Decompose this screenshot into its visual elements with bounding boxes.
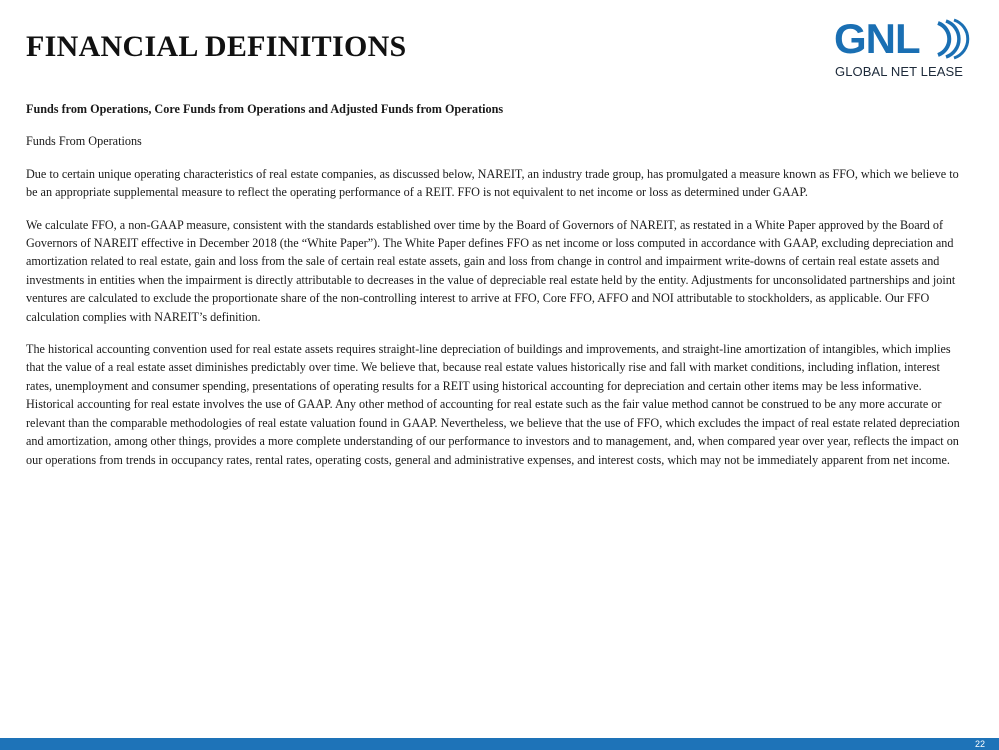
page-number: 22 — [974, 739, 985, 749]
logo-company-name: GLOBAL NET LEASE — [835, 64, 964, 79]
company-logo — [832, 15, 982, 85]
definitions-body — [26, 100, 966, 483]
page-title: FINANCIAL DEFINITIONS — [26, 30, 407, 63]
paragraph: We calculate FFO, a non-GAAP measure, consistent with the standards established over time by the Board of Governors of NAREIT, as restated in a White Paper approved by the Board of Governors of NAREIT effective in December 2018 (the “White Paper”). The White Paper defines FFO as net income or loss computed in accordance with GAAP, excluding depreciation and amortization related to real estate, gain and loss from the sale of certain real estate assets, gain and loss from change in control and impairment write-downs of certain real estate assets and investments in entities when the impairment is directly attributable to decreases in the value of depreciable real estate held by the entity. Adjustments for unconsolidated partnerships and joint ventures are calculated to exclude the proportionate share of the non-controlling interest to arrive at FFO, Core FFO, AFFO and NOI attributable to stockholders, as applicable. Our FFO calculation complies with NAREIT’s definition. — [26, 217, 956, 324]
paragraph: Due to certain unique operating characteristics of real estate companies, as discussed below, NAREIT, an industry trade group, has promulgated a measure known as FFO, which we believe to be an appropriate supplemental measure to reflect the operating performance of a REIT. FFO is not equivalent to net income or loss as determined under GAAP. — [26, 166, 959, 200]
logo-waves-icon — [932, 17, 972, 61]
subheading: Funds From Operations — [26, 134, 142, 149]
footer-bar — [0, 738, 999, 750]
paragraph: The historical accounting convention used for real estate assets requires straight-line depreciation of buildings and improvements, and straight-line amortization of intangibles, which implies that the value of a real estate asset diminishes predictably over time. We believe that, because real estate values historically rise and fall with market conditions, including inflation, interest rates, unemployment and consumer spending, presentations of operating results for a REIT using historical accounting for depreciation and certain other items may be less informative. Historical accounting for real estate involves the use of GAAP. Any other method of accounting for real estate such as the fair value method cannot be construed to be any more accurate or relevant than the comparable methodologies of real estate valuation found in GAAP. Nevertheless, we believe that the use of FFO, which excludes the impact of real estate related depreciation and amortization, among other things, provides a more complete understanding of our performance to investors and to management, and, when compared year over year, reflects the impact on our operations from trends in occupancy rates, rental rates, operating costs, general and administrative expenses, and interest costs, which may not be immediately apparent from net income. — [26, 342, 960, 467]
section-heading: Funds from Operations, Core Funds from Operations and Adjusted Funds from Operations — [26, 102, 504, 116]
logo-mark: GNL — [834, 15, 920, 62]
